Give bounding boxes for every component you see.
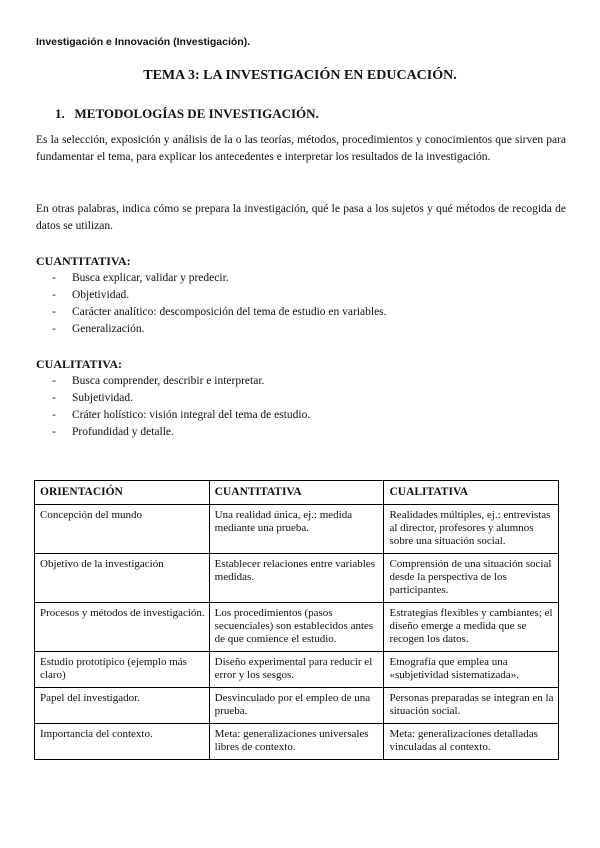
table-cell: Etnografía que emplea una «subjetividad sistematizada».	[384, 652, 559, 688]
column-header: ORIENTACIÓN	[35, 481, 210, 505]
paragraph-explanation: En otras palabras, indica cómo se prepara la investigación, qué le pasa a los sujetos y qué métodos de recogida de datos se utilizan.	[36, 203, 566, 232]
document-header: Investigación e Innovación (Investigación).	[36, 36, 251, 48]
list-item: - Busca comprender, describir e interpretar.	[50, 373, 310, 390]
table-cell: Una realidad única, ej.: medida mediante una prueba.	[209, 505, 384, 554]
table-cell: Objetivo de la investigación	[35, 554, 210, 603]
table-row	[35, 505, 559, 554]
table-cell: Meta: generalizaciones universales libres de contexto.	[209, 724, 384, 760]
table-cell: Diseño experimental para reducir el error y los sesgos.	[209, 652, 384, 688]
section-heading	[55, 106, 319, 122]
table-row	[35, 554, 559, 603]
list-item: - Objetividad.	[50, 287, 387, 304]
list-item: - Busca explicar, validar y predecir.	[50, 270, 387, 287]
table-cell: Meta: generalizaciones detalladas vinculadas al contexto.	[384, 724, 559, 760]
table-cell: Establecer relaciones entre variables medidas.	[209, 554, 384, 603]
column-header: CUANTITATIVA	[209, 481, 384, 505]
table-row	[35, 724, 559, 760]
paragraph-definition: Es la selección, exposición y análisis de la o las teorías, métodos, procedimientos y conocimientos que sirven para fundamentar el tema, para explicar los antecedentes e interpretar los resultados de la investigación.	[36, 134, 566, 163]
list-item: - Subjetividad.	[50, 390, 310, 407]
comparison-table	[34, 480, 559, 760]
cuantitativa-list	[50, 270, 387, 338]
table-cell: Los procedimientos (pasos secuenciales) son establecidos antes de que comience el estudio.	[209, 603, 384, 652]
list-item: - Profundidad y detalle.	[50, 424, 310, 441]
list-item: - Carácter analítico: descomposición del tema de estudio en variables.	[50, 304, 387, 321]
column-header: CUALITATIVA	[384, 481, 559, 505]
table-cell: Procesos y métodos de investigación.	[35, 603, 210, 652]
table-cell: Estudio prototípico (ejemplo más claro)	[35, 652, 210, 688]
cualitativa-list	[50, 373, 310, 441]
document-title: TEMA 3: LA INVESTIGACIÓN EN EDUCACIÓN.	[143, 68, 457, 83]
cualitativa-heading: CUALITATIVA:	[36, 357, 123, 371]
table-cell: Estrategias flexibles y cambiantes; el diseño emerge a medida que se recogen los datos.	[384, 603, 559, 652]
table-cell: Importancia del contexto.	[35, 724, 210, 760]
table-row	[35, 603, 559, 652]
list-item: - Cráter holístico: visión integral del tema de estudio.	[50, 407, 310, 424]
table-row	[35, 688, 559, 724]
table-cell: Concepción del mundo	[35, 505, 210, 554]
table-row	[35, 652, 559, 688]
list-item: - Generalización.	[50, 321, 387, 338]
table-cell: Personas preparadas se integran en la situación social.	[384, 688, 559, 724]
cuantitativa-heading: CUANTITATIVA:	[36, 254, 131, 268]
table-cell: Realidades múltiples, ej.: entrevistas al director, profesores y alumnos sobre una situación social.	[384, 505, 559, 554]
table-cell: Desvinculado por el empleo de una prueba.	[209, 688, 384, 724]
table-cell: Comprensión de una situación social desde la perspectiva de los participantes.	[384, 554, 559, 603]
section-number: 1.	[55, 106, 65, 121]
table-cell: Papel del investigador.	[35, 688, 210, 724]
table-header-row	[35, 481, 559, 505]
section-title: METODOLOGÍAS DE INVESTIGACIÓN.	[74, 106, 319, 121]
